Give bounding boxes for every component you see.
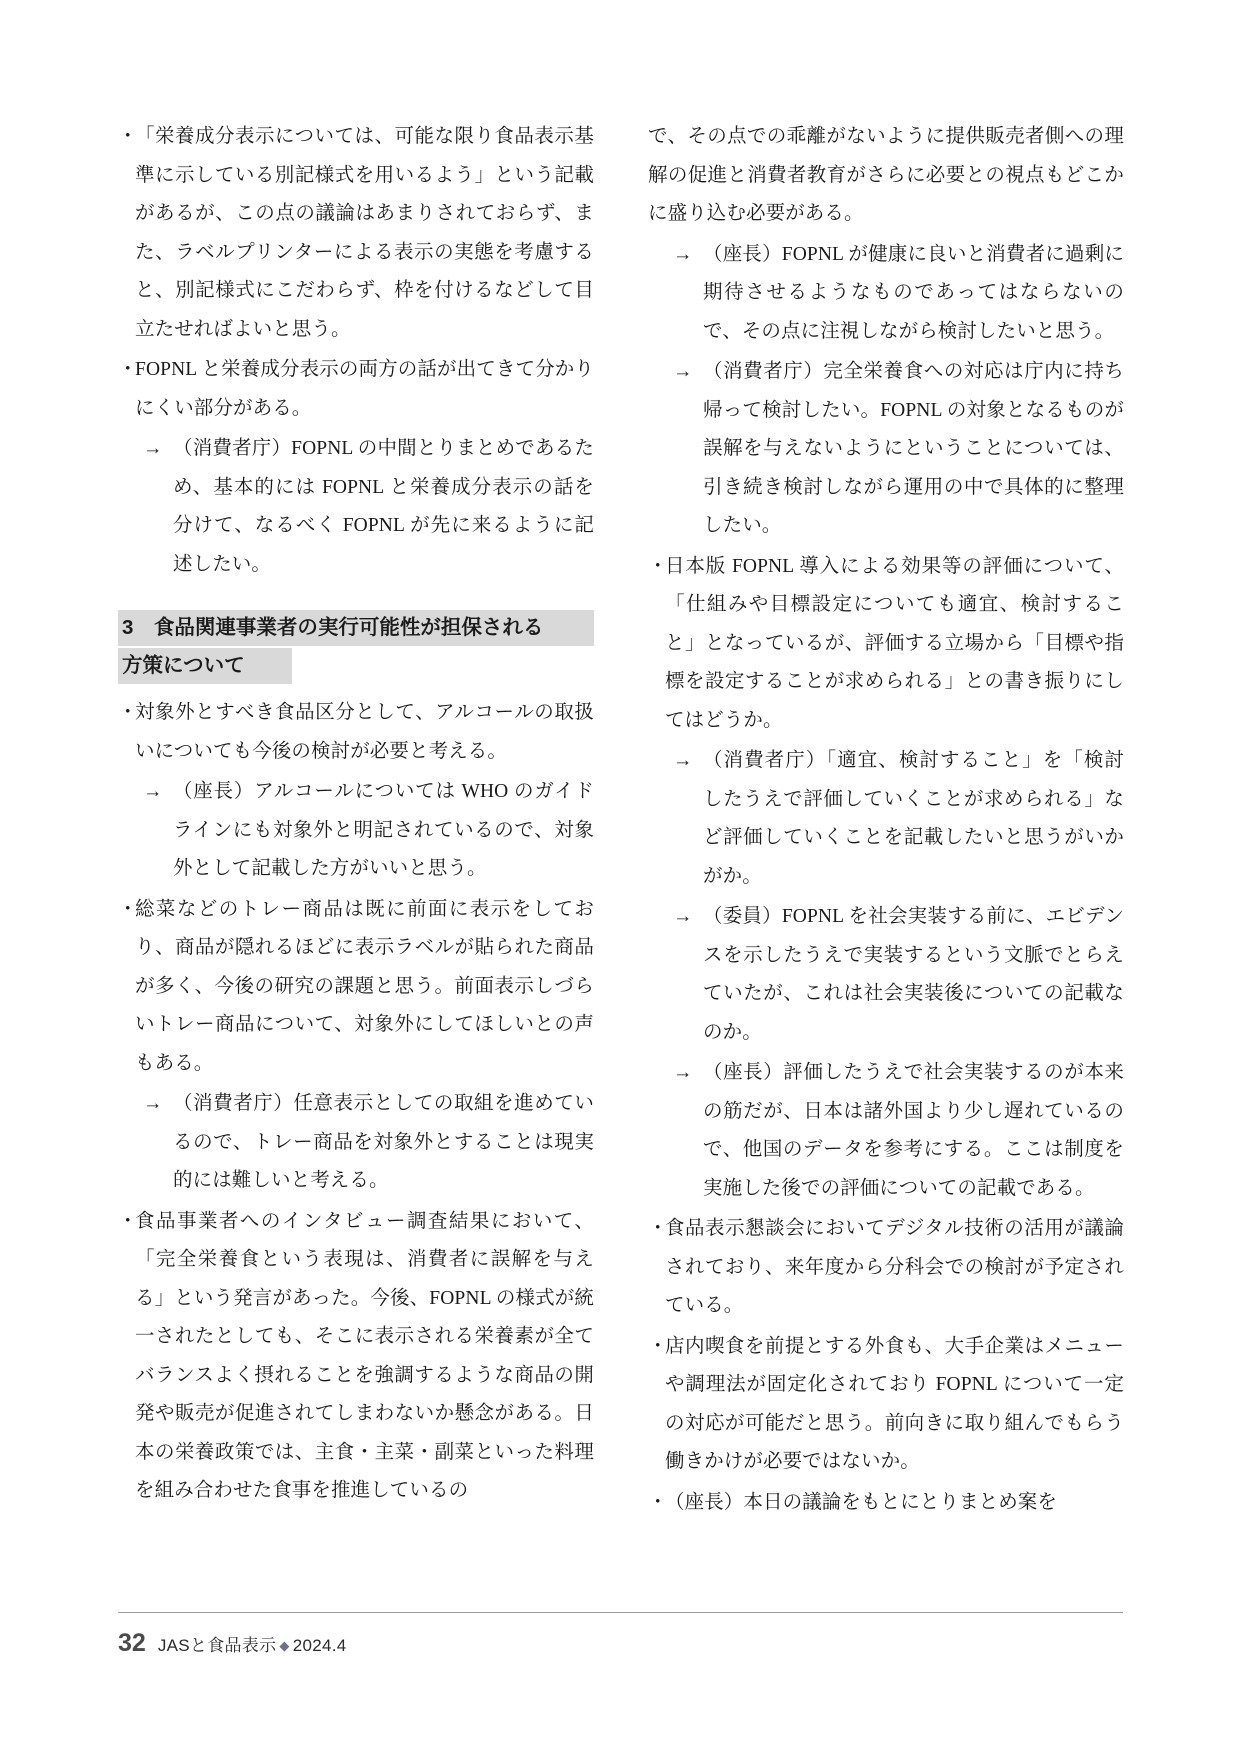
paragraph-bullet xyxy=(118,351,594,428)
left-column xyxy=(118,118,594,1513)
paragraph-text: （座長）FOPNL が健康に良いと消費者に過剰に期待させるようなものであってはならないので、その点に注視しながら検討したいと思う。 xyxy=(703,243,1124,342)
page-footer xyxy=(118,1612,1123,1658)
paragraph-text: 食品表示懇談会においてデジタル技術の活用が議論されており、来年度から分科会での検討が予定されている。 xyxy=(665,1218,1124,1316)
paragraph-text: 食品事業者へのインタビュー調査結果において、「完全栄養食という表現は、消費者に誤解を与える」という発言があった。今後、FOPNL の様式が統一されたとしても、そこに表示される栄養素が全てバランスよく摂れることを強調するような商品の開発や販売が促進されてしまわないか懸念がある。日本の栄養政策では、主食・主菜・副菜といった料理を組み合わせた食事を推進しているの xyxy=(135,1210,594,1501)
paragraph-bullet xyxy=(648,1484,1124,1523)
arrow-marker-icon: → xyxy=(673,906,693,927)
right-column xyxy=(648,118,1124,1524)
paragraph-sub-bullet xyxy=(673,353,1124,546)
section-heading xyxy=(118,610,594,684)
paragraph-text: 総菜などのトレー商品は既に前面に表示をしており、商品が隠れるほどに表示ラベルが貼られた商品が多く、今後の研究の課題と思う。前面表示しづらいトレー商品について、対象外にしてほしいとの声もある。 xyxy=(135,898,594,1074)
paragraph-sub-bullet xyxy=(673,898,1124,1052)
paragraph-text: 店内喫食を前提とする外食も、大手企業はメニューや調理法が固定化されており FOPNL について一定の対応が可能だと思う。前向きに取り組んでもらう働きかけが必要ではないか。 xyxy=(665,1335,1124,1472)
bullet-marker: ・ xyxy=(118,702,138,723)
arrow-marker-icon: → xyxy=(143,781,163,802)
bullet-marker: ・ xyxy=(648,1335,668,1357)
footer-meta xyxy=(118,1629,1123,1658)
paragraph-sub-bullet xyxy=(673,742,1124,896)
paragraph-bullet xyxy=(118,118,594,349)
bullet-marker: ・ xyxy=(118,359,138,380)
paragraph-text: 日本版 FOPNL 導入による効果等の評価について、「仕組みや目標設定についても適宜、検討すること」となっているが、評価する立場から「目標や指標を設定することが求められる」との書き振りにしてはどうか。 xyxy=(665,555,1124,731)
diamond-icon: ◆ xyxy=(279,1638,290,1653)
paragraph-bullet xyxy=(118,891,594,1084)
paragraph-text: 対象外とすべき食品区分として、アルコールの取扱いについても今後の検討が必要と考える。 xyxy=(135,702,594,762)
paragraph-text: （委員）FOPNL を社会実装する前に、エビデンスを示したうえで実装するという文脈でとらえていたが、これは社会実装後についての記載なのか。 xyxy=(703,906,1124,1043)
paragraph-text: で、その点での乖離がないように提供販売者側への理解の促進と消費者教育がさらに必要との視点もどこかに盛り込む必要がある。 xyxy=(648,126,1124,224)
paragraph-bullet xyxy=(648,1328,1124,1482)
bullet-marker: ・ xyxy=(648,1491,668,1513)
footer-source-suffix: 2024.4 xyxy=(292,1636,347,1655)
paragraph-text: （消費者庁）任意表示としての取組を進めているので、トレー商品を対象外とすることは現実的には難しいと考える。 xyxy=(173,1093,594,1191)
footer-source-prefix: JASと食品表示 xyxy=(157,1636,277,1655)
two-column-layout xyxy=(118,118,1123,1524)
arrow-marker-icon: → xyxy=(673,361,693,382)
paragraph-text: （消費者庁）「適宜、検討すること」を「検討したうえで評価していくことが求められる」など評価していくことを記載したいと思うがいかがか。 xyxy=(703,750,1124,887)
arrow-marker-icon: → xyxy=(143,1093,163,1114)
paragraph-text: （消費者庁）完全栄養食への対応は庁内に持ち帰って検討したい。FOPNL の対象となるものが誤解を与えないようにということについては、引き続き検討しながら運用の中で具体的に整理したい。 xyxy=(703,361,1124,536)
paragraph-text: 「栄養成分表示については、可能な限り食品表示基準に示している別記様式を用いるよう」という記載があるが、この点の議論はあまりされておらず、また、ラベルプリンターによる表示の実態を考慮すると、別記様式にこだわらず、枠を付けるなどして目立たせればよいと思う。 xyxy=(135,126,594,340)
section-heading-line-1: 3 食品関連事業者の実行可能性が担保される xyxy=(118,610,594,646)
bullet-marker: ・ xyxy=(648,1218,668,1239)
paragraph-sub-bullet xyxy=(673,236,1124,352)
paragraph-text: （座長）アルコールについては WHO のガイドラインにも対象外と明記されているので、対象外として記載した方がいいと思う。 xyxy=(173,781,594,879)
paragraph-continuation xyxy=(648,118,1124,234)
paragraph-sub-bullet xyxy=(143,1085,594,1201)
paragraph-text: （座長）評価したうえで社会実装するのが本来の筋だが、日本は諸外国より少し遅れているので、他国のデータを参考にする。ここは制度を実施した後での評価についての記載である。 xyxy=(703,1062,1124,1199)
footer-divider xyxy=(118,1612,1123,1613)
bullet-marker: ・ xyxy=(118,126,138,147)
arrow-marker-icon: → xyxy=(673,243,693,265)
paragraph-bullet xyxy=(648,1210,1124,1326)
paragraph-sub-bullet xyxy=(673,1054,1124,1208)
page-number: 32 xyxy=(118,1629,146,1657)
paragraph-bullet xyxy=(118,1203,594,1511)
bullet-marker: ・ xyxy=(118,1210,138,1232)
arrow-marker-icon: → xyxy=(673,750,693,771)
paragraph-text: （消費者庁）FOPNL の中間とりまとめであるため、基本的には FOPNL と栄養成分表示の話を分けて、なるべく FOPNL が先に来るように記述したい。 xyxy=(173,438,594,575)
arrow-marker-icon: → xyxy=(673,1062,693,1083)
footer-source xyxy=(158,1631,347,1656)
paragraph-text: （座長）本日の議論をもとにとりまとめ案を xyxy=(665,1491,1058,1513)
paragraph-sub-bullet xyxy=(143,773,594,889)
paragraph-bullet xyxy=(118,694,594,771)
arrow-marker-icon: → xyxy=(143,438,163,459)
bullet-marker: ・ xyxy=(648,555,668,577)
paragraph-text: FOPNL と栄養成分表示の両方の話が出てきて分かりにくい部分がある。 xyxy=(135,359,594,419)
paragraph-sub-bullet xyxy=(143,430,594,584)
paragraph-bullet xyxy=(648,548,1124,741)
bullet-marker: ・ xyxy=(118,898,138,920)
section-heading-line-2: 方策について xyxy=(118,648,292,684)
